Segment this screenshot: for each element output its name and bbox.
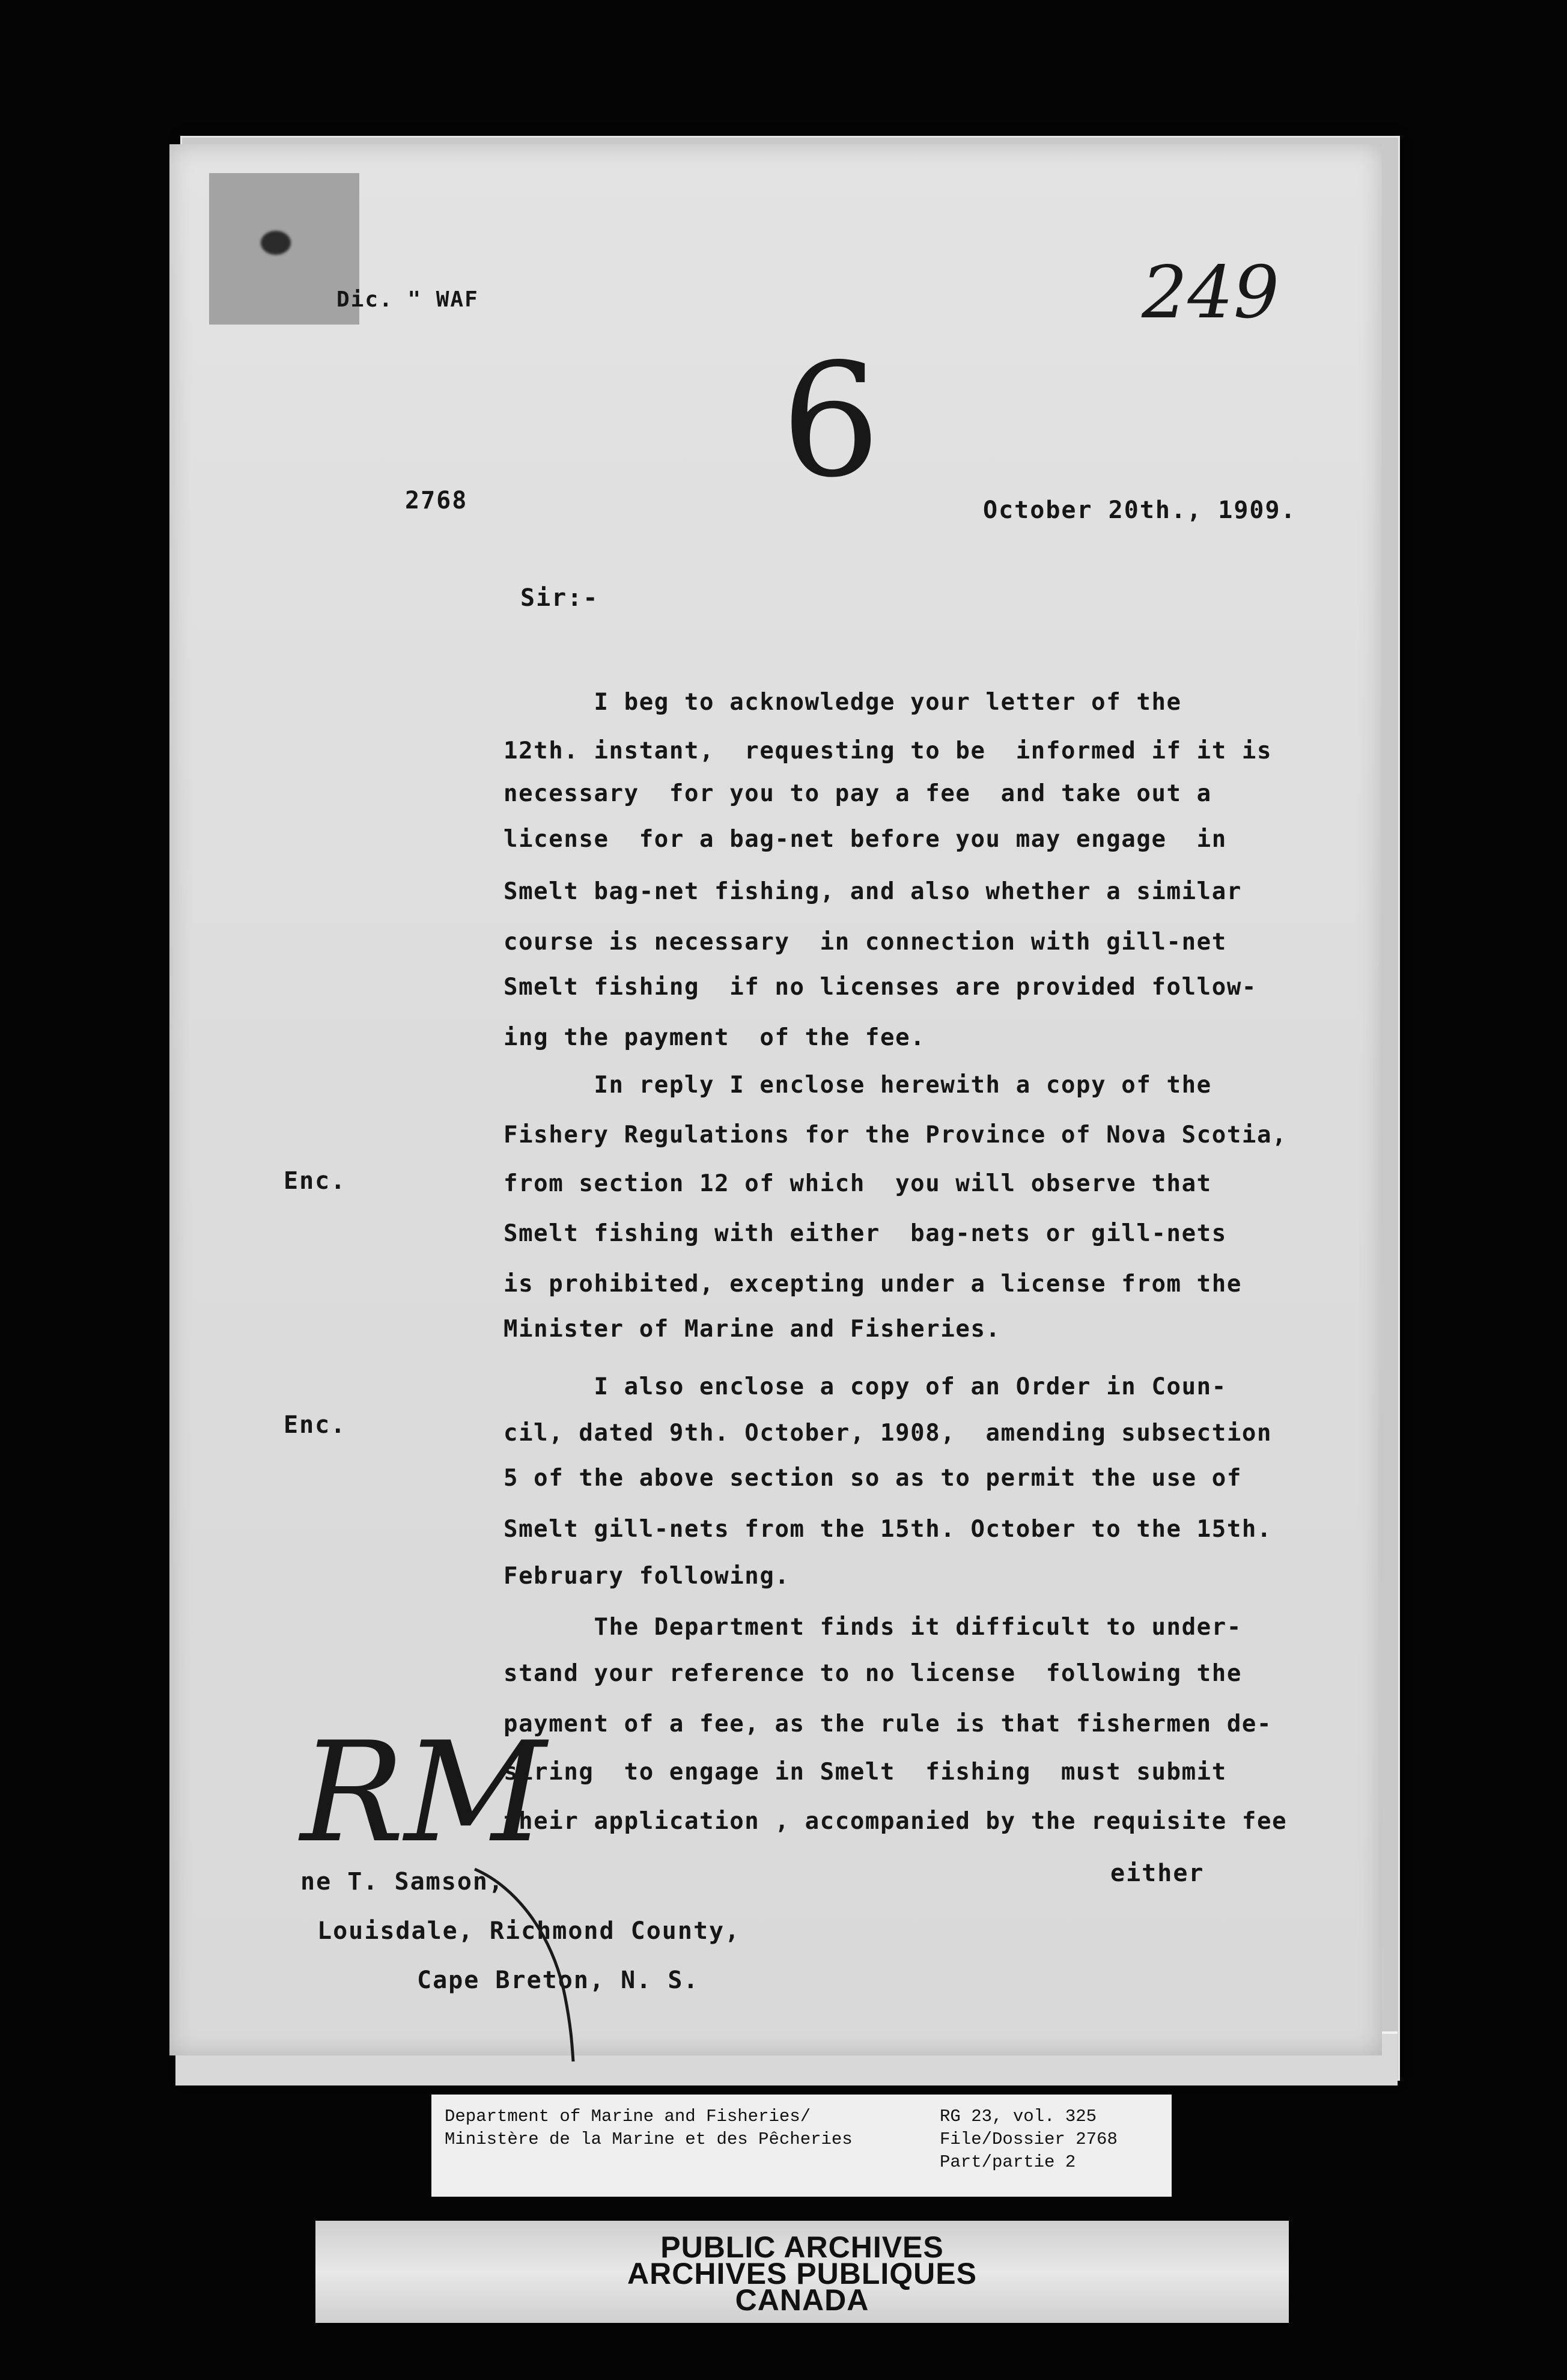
enclosure-note: Enc. [284, 1411, 347, 1439]
body-line: payment of a fee, as the rule is that fishermen de- [504, 1710, 1273, 1738]
body-line: Minister of Marine and Fisheries. [504, 1316, 1001, 1343]
file-dossier: File/Dossier 2768 [940, 2129, 1118, 2149]
ink-stroke [469, 1863, 601, 2067]
stamp-line: PUBLIC ARCHIVES [660, 2230, 944, 2264]
body-line: Smelt fishing with either bag-nets or gill-nets [504, 1220, 1227, 1247]
body-line: In reply I enclose herewith a copy of the [504, 1072, 1212, 1099]
department-french: Ministère de la Marine et des Pêcheries [445, 2129, 853, 2149]
folio-number-handwritten: 249 [1142, 251, 1280, 335]
body-line: Fishery Regulations for the Province of Nova Scotia, [504, 1121, 1288, 1149]
body-line: siring to engage in Smelt fishing must submit [504, 1759, 1227, 1786]
ink-blot [261, 231, 291, 255]
body-line: stand your reference to no license following the [504, 1660, 1242, 1687]
body-line: from section 12 of which you will observe that [504, 1170, 1212, 1197]
body-line: Smelt gill-nets from the 15th. October to the 15th. [504, 1516, 1273, 1543]
body-line: 12th. instant, requesting to be informed if it is [504, 737, 1273, 764]
body-line: I also enclose a copy of an Order in Coun- [504, 1373, 1227, 1400]
handwritten-initials: RM [300, 1713, 546, 1873]
letter-date: October 20th., 1909. [983, 496, 1297, 524]
file-number: 2768 [405, 487, 468, 514]
department-names [445, 2105, 853, 2151]
body-line: license for a bag-net before you may engage in [504, 826, 1227, 853]
recipient-address-line: Cape Breton, N. S. [417, 1967, 699, 1994]
body-line: 5 of the above section so as to permit the use of [504, 1465, 1242, 1492]
body-line: ing the payment of the fee. [504, 1024, 926, 1051]
archive-reference [940, 2105, 1118, 2174]
body-line: their application , accompanied by the requisite fee [504, 1808, 1288, 1835]
department-english: Department of Marine and Fisheries/ [445, 2107, 811, 2126]
body-line: cil, dated 9th. October, 1908, amending subsection [504, 1420, 1273, 1447]
body-line: Smelt fishing if no licenses are provided follow- [504, 974, 1257, 1001]
part-partie: Part/partie 2 [940, 2152, 1076, 2172]
body-line: necessary for you to pay a fee and take out a [504, 780, 1212, 807]
marginal-handwritten-mark: 6 [781, 331, 881, 512]
body-line: I beg to acknowledge your letter of the [504, 689, 1182, 716]
continuation-word: either [1110, 1860, 1205, 1887]
record-group: RG 23, vol. 325 [940, 2107, 1097, 2126]
stamp-line: ARCHIVES PUBLIQUES [627, 2257, 977, 2290]
body-line: course is necessary in connection with gill-net [504, 929, 1227, 956]
archive-reference-label [431, 2095, 1172, 2197]
body-line: The Department finds it difficult to under- [504, 1614, 1242, 1641]
recipient-name: ne T. Samson, [300, 1868, 505, 1896]
recipient-address-line: Louisdale, Richmond County, [317, 1917, 741, 1945]
dictation-reference: Dic. " WAF [336, 287, 479, 312]
salutation: Sir:- [520, 584, 599, 612]
body-line: Smelt bag-net fishing, and also whether a similar [504, 878, 1242, 905]
public-archives-stamp [315, 2221, 1289, 2323]
stamp-line: CANADA [735, 2283, 869, 2317]
body-line: is prohibited, excepting under a license from the [504, 1271, 1242, 1298]
enclosure-note: Enc. [284, 1167, 347, 1195]
body-line: February following. [504, 1563, 790, 1590]
